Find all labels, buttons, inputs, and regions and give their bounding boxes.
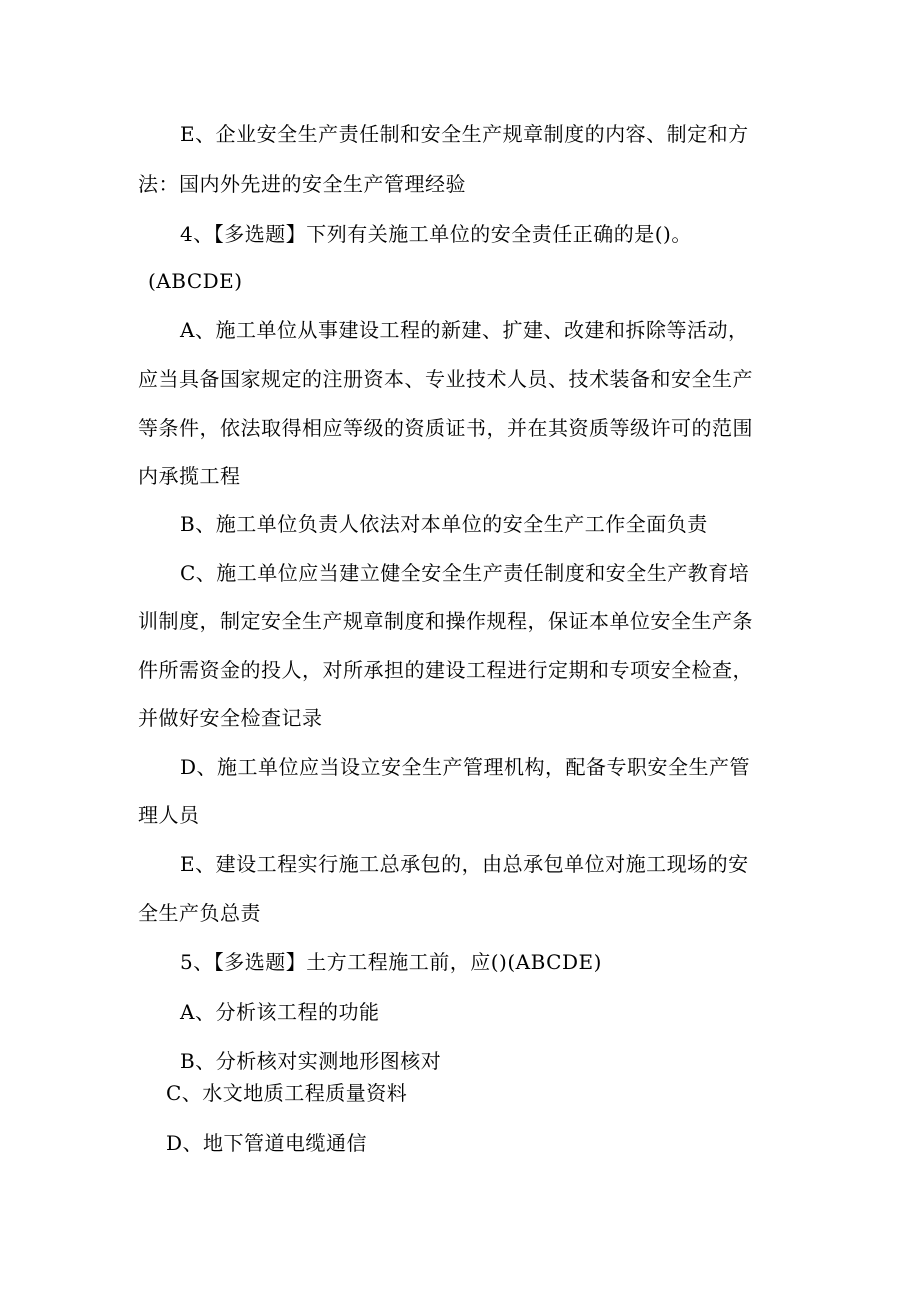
option-c-q4-line-3: 件所需资金的投人，对所承担的建设工程进行定期和专项安全检查， — [138, 658, 753, 682]
option-e-q4-line-2: 全生产负总责 — [138, 901, 261, 925]
option-d-q4-line-2: 理人员 — [138, 803, 200, 827]
option-c-q4-line-2: 训制度，制定安全生产规章制度和操作规程，保证本单位安全生产条 — [138, 609, 753, 633]
option-a-q4-line-3: 等条件，依法取得相应等级的资质证书，并在其资质等级许可的范围 — [138, 416, 753, 440]
option-a-q5: A、分析该工程的功能 — [180, 1000, 380, 1024]
option-c-q5: C、水文地质工程质量资料 — [166, 1081, 408, 1105]
option-c-q4-line-4: 并做好安全检查记录 — [138, 706, 323, 730]
option-e-q3-line-2: 法：国内外先进的安全生产管理经验 — [138, 172, 466, 196]
option-a-q4-line-4: 内承揽工程 — [138, 464, 241, 488]
option-c-q4-line-1: C、施工单位应当建立健全安全生产责任制度和安全生产教育培 — [180, 561, 750, 585]
option-d-q4-line-1: D、施工单位应当设立安全生产管理机构，配备专职安全生产管 — [180, 755, 751, 779]
question-4-title: 4、【多选题】下列有关施工单位的安全责任正确的是()。 — [180, 222, 692, 246]
option-a-q4-line-1: A、施工单位从事建设工程的新建、扩建、改建和拆除等活动， — [180, 318, 749, 342]
option-a-q4-line-2: 应当具备国家规定的注册资本、专业技术人员、技术装备和安全生产 — [138, 367, 753, 391]
question-5-title: 5、【多选题】土方工程施工前，应()(ABCDE) — [180, 950, 602, 974]
option-b-q4: B、施工单位负责人依法对本单位的安全生产工作全面负责 — [180, 512, 708, 536]
option-b-q5: B、分析核对实测地形图核对 — [180, 1049, 442, 1073]
option-e-q4-line-1: E、建设工程实行施工总承包的，由总承包单位对施工现场的安 — [180, 852, 749, 876]
option-d-q5: D、地下管道电缆通信 — [166, 1131, 368, 1155]
question-4-answer: (ABCDE) — [148, 269, 243, 293]
option-e-q3-line-1: E、企业安全生产责任制和安全生产规章制度的内容、制定和方 — [180, 122, 749, 146]
